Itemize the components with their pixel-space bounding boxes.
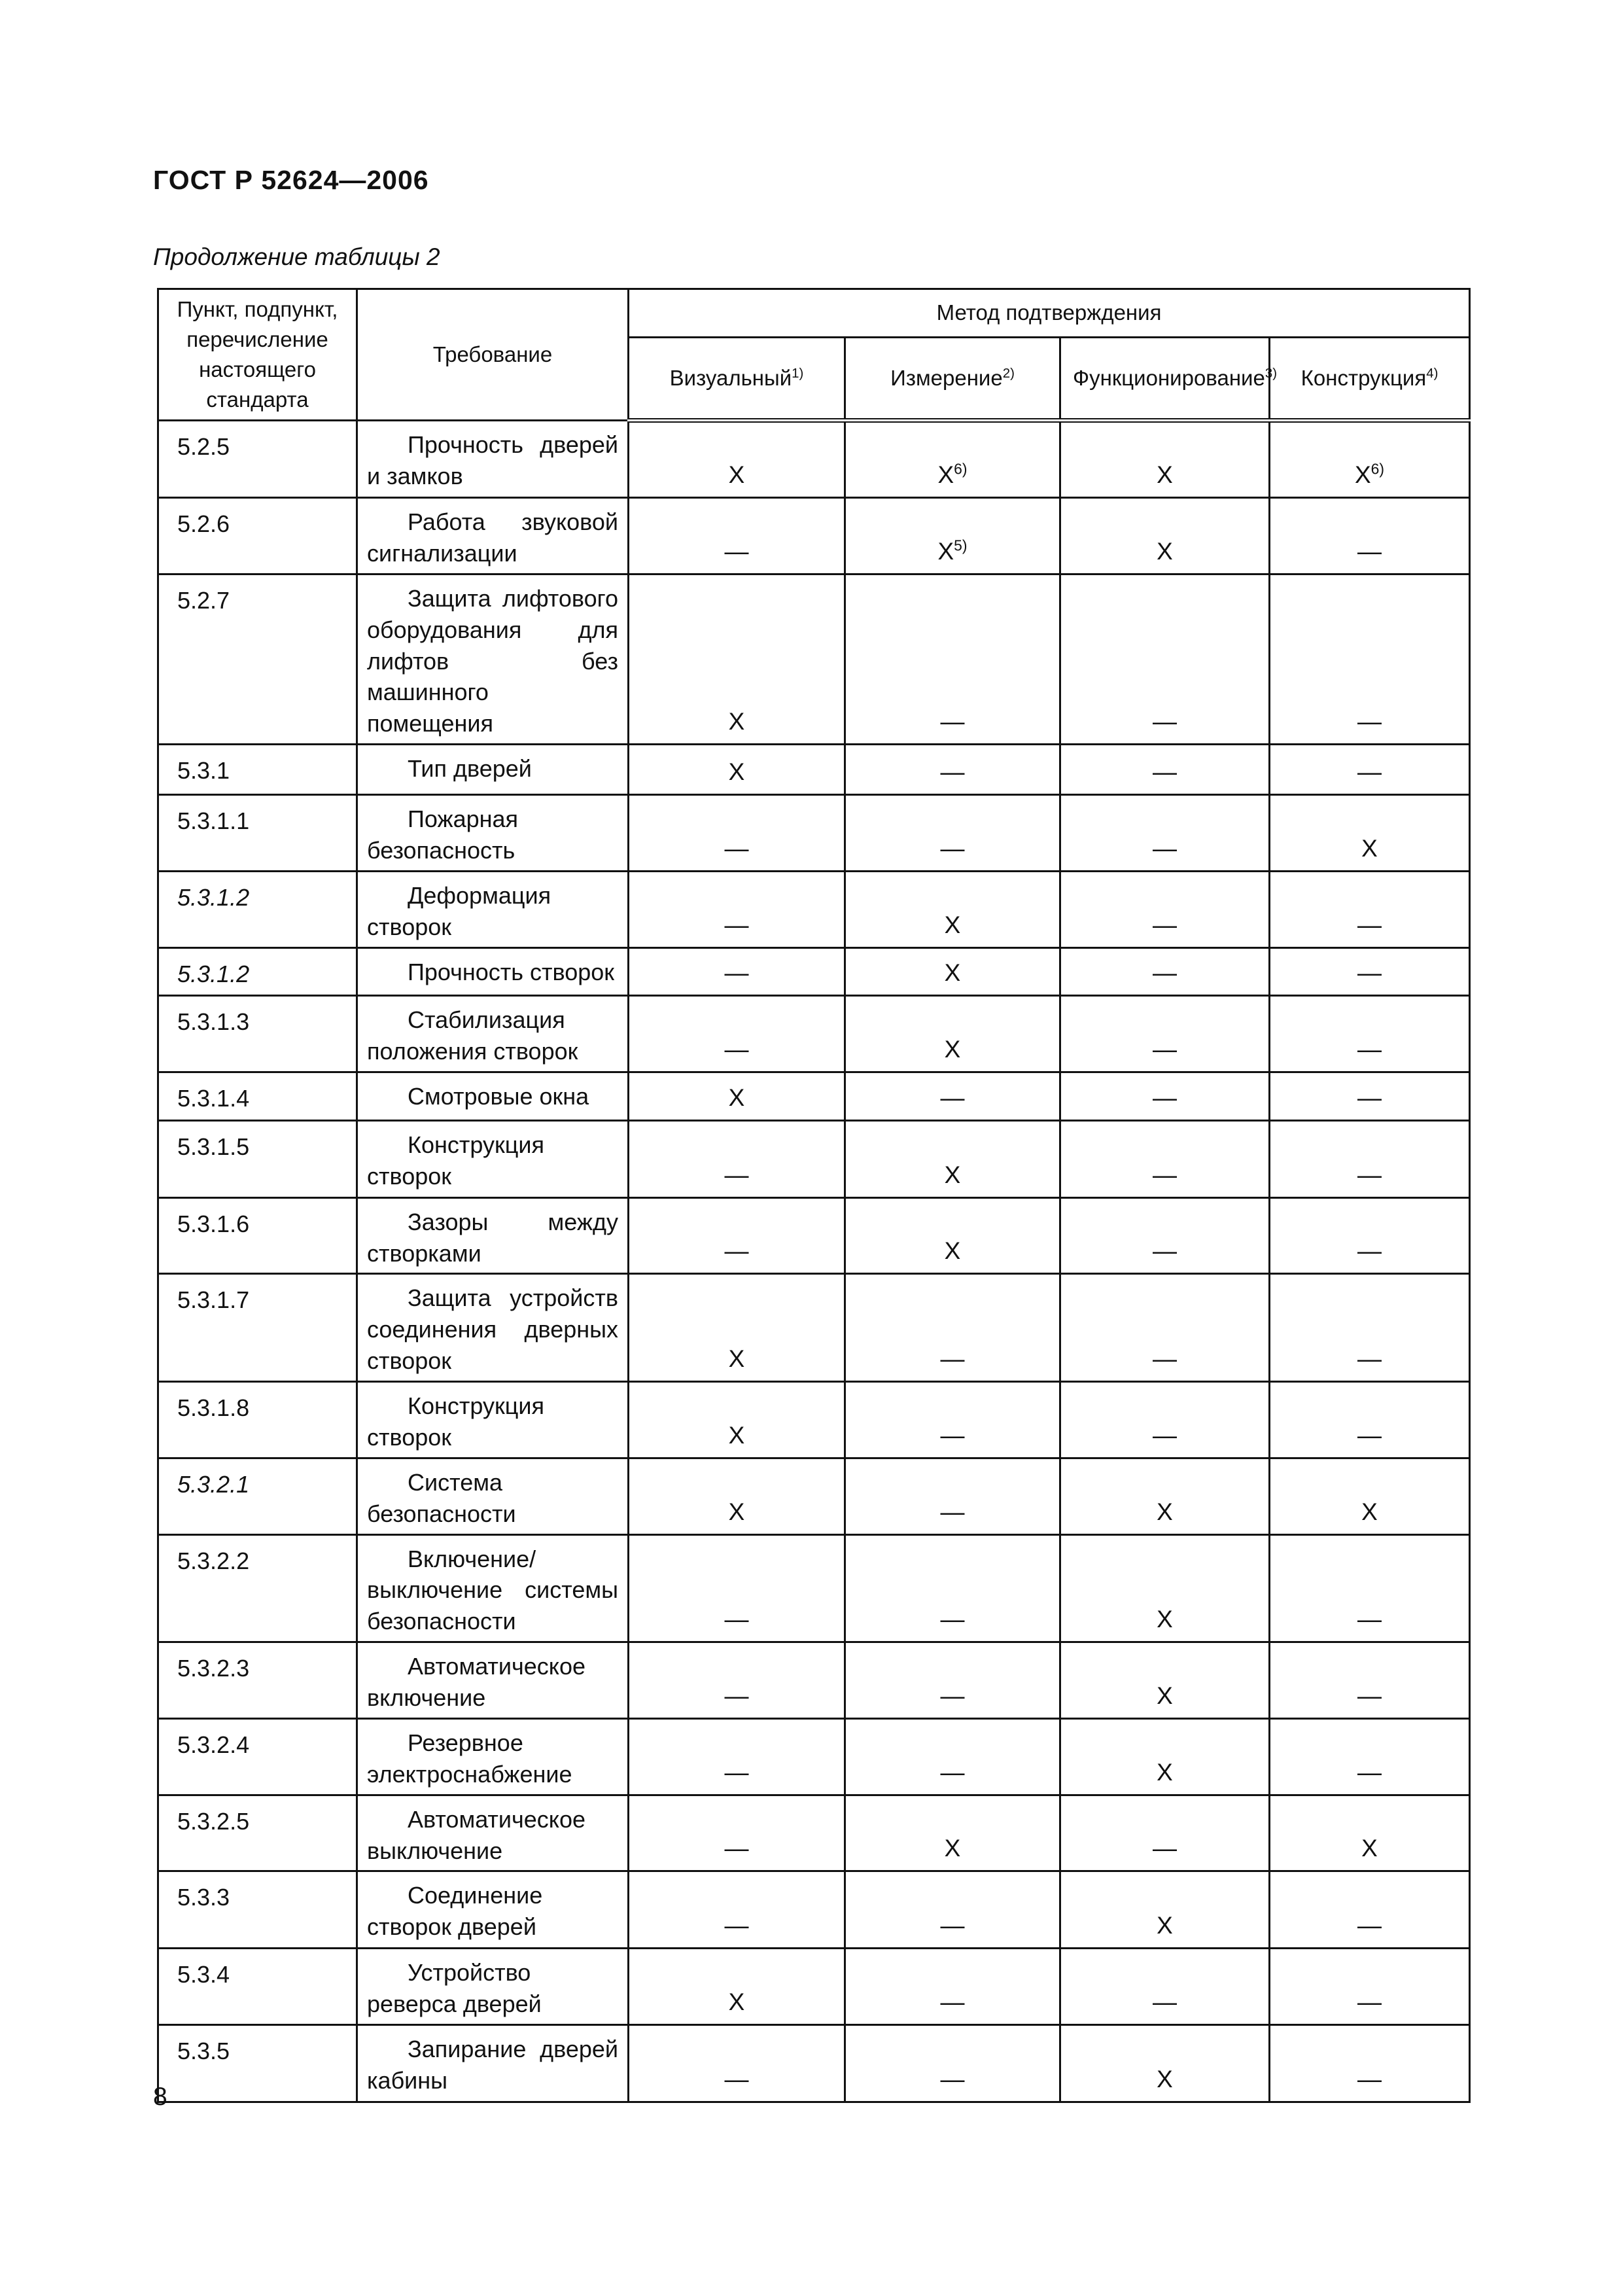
method-mark: — (1357, 1682, 1382, 1709)
method-mark-cell (629, 872, 845, 948)
requirement-cell (357, 1382, 629, 1458)
method-mark: — (940, 2066, 965, 2093)
item-cell: 5.3.2.5 (158, 1795, 357, 1871)
method-mark-cell (845, 795, 1060, 872)
requirement-text: Конструкция створок (367, 1392, 544, 1451)
method-mark-cell (1060, 872, 1270, 948)
footnote-ref: 6) (954, 460, 968, 478)
method-mark: X (1361, 835, 1378, 862)
col-header-measurement: Измерение$^{2)}$ (845, 338, 1060, 421)
requirement-cell (357, 795, 629, 872)
method-mark: — (1153, 1345, 1177, 1372)
method-mark: X (1361, 1498, 1378, 1525)
method-mark-cell (1270, 947, 1470, 995)
method-mark: — (1357, 1161, 1382, 1188)
item-cell: 5.3.1.2 (158, 947, 357, 995)
method-mark: X (944, 1035, 961, 1063)
method-mark-cell (1060, 574, 1270, 744)
col-header-construction: Конструкция$^{4)}$ (1270, 338, 1470, 421)
method-mark-cell (1270, 1072, 1470, 1120)
method-mark: — (724, 1912, 749, 1939)
requirement-text: Работа звуковой сигнализации (367, 508, 618, 567)
method-mark: — (1153, 1421, 1177, 1449)
method-mark-cell (845, 872, 1060, 948)
method-mark: — (1357, 2066, 1382, 2093)
method-mark: X (728, 758, 745, 786)
requirement-cell (357, 1458, 629, 1534)
method-mark: — (1357, 959, 1382, 986)
method-mark-cell (1270, 745, 1470, 795)
table-row (158, 421, 1470, 498)
footnote-ref: 6) (1370, 460, 1385, 478)
table-row (158, 795, 1470, 872)
requirement-cell (357, 1072, 629, 1120)
method-mark-cell (1270, 995, 1470, 1072)
requirement-text: Зазоры между створками (367, 1208, 618, 1267)
method-mark: X (1157, 2066, 1173, 2093)
requirement-text: Система безопасности (367, 1468, 516, 1527)
method-mark-cell (845, 1382, 1060, 1458)
requirement-text: Конструкция створок (367, 1131, 544, 1190)
method-mark-cell (1270, 795, 1470, 872)
method-mark-cell (1060, 1382, 1270, 1458)
method-mark-cell (1060, 1120, 1270, 1197)
table-row (158, 2025, 1470, 2102)
requirement-text: Деформация створок (367, 882, 551, 940)
requirement-text: Резервное электроснабжение (367, 1729, 572, 1788)
requirement-text: Прочность дверей и замков (367, 431, 618, 489)
table-row (158, 1871, 1470, 1949)
method-mark-cell (1060, 1197, 1270, 1274)
method-mark-cell (1060, 947, 1270, 995)
requirement-text: Прочность створок (408, 958, 615, 985)
method-mark: — (940, 1421, 965, 1449)
requirement-cell (357, 1949, 629, 2025)
method-mark: X (944, 959, 961, 986)
method-mark: — (1153, 758, 1177, 786)
method-mark-cell (1270, 2025, 1470, 2102)
method-mark-cell (1270, 1795, 1470, 1871)
document-header: ГОСТ Р 52624—2006 (153, 165, 429, 195)
method-mark-cell (1270, 574, 1470, 744)
table-row (158, 1534, 1470, 1642)
method-mark: — (1153, 911, 1177, 938)
table-row (158, 1718, 1470, 1795)
method-mark-cell (1060, 1642, 1270, 1719)
method-mark: — (940, 708, 965, 735)
method-mark-cell (629, 947, 845, 995)
requirement-text: Соединение створок дверей (367, 1882, 543, 1941)
item-cell: 5.3.2.1 (158, 1458, 357, 1534)
table-row (158, 1795, 1470, 1871)
requirement-text: Запирание дверей кабины (367, 2036, 618, 2094)
method-mark-cell (1060, 995, 1270, 1072)
item-cell: 5.3.2.2 (158, 1534, 357, 1642)
method-mark: X (944, 911, 961, 938)
method-mark-cell (1270, 1718, 1470, 1795)
method-mark: — (1357, 537, 1382, 565)
method-mark: — (724, 1035, 749, 1063)
method-mark: X (1157, 1682, 1173, 1709)
method-mark: — (724, 1682, 749, 1709)
method-mark-cell (1270, 1120, 1470, 1197)
requirement-cell (357, 1274, 629, 1382)
method-mark-cell (1060, 1458, 1270, 1534)
item-cell: 5.3.1.5 (158, 1120, 357, 1197)
requirement-text: Тип дверей (408, 755, 532, 783)
table-row (158, 1458, 1470, 1534)
method-mark-cell (845, 995, 1060, 1072)
method-mark-cell (845, 1458, 1060, 1534)
method-mark-cell (1270, 1949, 1470, 2025)
method-mark-cell (629, 795, 845, 872)
method-mark: — (724, 835, 749, 862)
requirement-text: Автоматическое включение (367, 1653, 586, 1711)
method-mark: — (1357, 1988, 1382, 2016)
requirement-text: Пожарная безопасность (367, 805, 519, 864)
method-mark: — (940, 1912, 965, 1939)
method-mark-cell (1270, 1642, 1470, 1719)
method-mark-cell (1270, 421, 1470, 498)
item-cell: 5.3.1.7 (158, 1274, 357, 1382)
method-mark-cell (845, 1274, 1060, 1382)
method-mark-cell (845, 1120, 1060, 1197)
method-mark-cell (629, 1072, 845, 1120)
method-mark-cell (845, 947, 1060, 995)
col-header-method: Метод подтверждения (629, 289, 1470, 338)
method-mark-cell (1270, 1534, 1470, 1642)
method-mark-cell (1060, 1072, 1270, 1120)
method-mark-cell (629, 1120, 845, 1197)
method-mark: — (1153, 708, 1177, 735)
method-mark: — (724, 1161, 749, 1188)
method-mark-cell (845, 498, 1060, 574)
method-mark: — (724, 1237, 749, 1265)
method-mark-cell (1060, 745, 1270, 795)
method-mark: — (1357, 1606, 1382, 1633)
method-mark-cell (845, 1534, 1060, 1642)
requirement-cell (357, 1871, 629, 1949)
item-cell: 5.2.7 (158, 574, 357, 744)
method-mark: X (728, 1345, 745, 1372)
method-mark-cell (629, 1458, 845, 1534)
method-mark: — (940, 1084, 965, 1111)
requirement-text: Защита устройств соединения дверных створок (367, 1284, 618, 1375)
requirement-text: Стабилизация положения створок (367, 1006, 578, 1065)
method-mark: — (1357, 758, 1382, 786)
method-mark-cell (629, 498, 845, 574)
method-mark-cell (629, 1642, 845, 1719)
method-mark: X (1157, 1606, 1173, 1633)
method-mark: X (1157, 1498, 1173, 1525)
item-cell: 5.3.3 (158, 1871, 357, 1949)
verification-table (157, 288, 1471, 2103)
method-mark: X (937, 461, 954, 488)
method-mark: X (937, 537, 954, 565)
item-cell: 5.3.1 (158, 745, 357, 795)
table-caption: Продолжение таблицы 2 (153, 243, 440, 270)
page-number: 8 (153, 2083, 167, 2111)
method-mark: — (724, 1835, 749, 1862)
method-mark: X (944, 1835, 961, 1862)
requirement-text: Автоматическое выключение (367, 1805, 586, 1864)
method-mark: X (1157, 1758, 1173, 1786)
table-row (158, 872, 1470, 948)
method-mark: — (1357, 1912, 1382, 1939)
requirement-cell (357, 1795, 629, 1871)
method-mark: X (728, 1421, 745, 1449)
item-cell: 5.3.4 (158, 1949, 357, 2025)
requirement-text: Устройство реверса дверей (367, 1959, 542, 2018)
method-mark: — (1357, 1035, 1382, 1063)
requirement-cell (357, 1718, 629, 1795)
method-mark-cell (845, 1795, 1060, 1871)
method-mark-cell (629, 1197, 845, 1274)
col-header-requirement: Требование (357, 289, 629, 421)
requirement-cell (357, 872, 629, 948)
table-row (158, 1274, 1470, 1382)
method-mark-cell (845, 745, 1060, 795)
method-mark: — (1357, 1758, 1382, 1786)
table-row (158, 1072, 1470, 1120)
method-mark-cell (845, 1871, 1060, 1949)
requirement-cell (357, 1120, 629, 1197)
method-mark: X (1157, 537, 1173, 565)
method-mark-cell (629, 1949, 845, 2025)
method-mark-cell (1270, 872, 1470, 948)
method-mark: — (724, 1758, 749, 1786)
method-mark: — (724, 1606, 749, 1633)
method-mark: — (940, 1498, 965, 1525)
table-row (158, 1642, 1470, 1719)
table-row (158, 745, 1470, 795)
col-header-item: Пункт, подпункт, перечисление настоящего стандарта (158, 289, 357, 421)
method-mark: — (940, 1606, 965, 1633)
requirement-cell (357, 574, 629, 744)
method-mark-cell (1270, 1197, 1470, 1274)
method-mark: — (1357, 708, 1382, 735)
item-cell: 5.2.6 (158, 498, 357, 574)
method-mark: — (1357, 911, 1382, 938)
method-mark-cell (1060, 498, 1270, 574)
method-mark-cell (1270, 498, 1470, 574)
method-mark-cell (1060, 2025, 1270, 2102)
footnote-ref: 5) (954, 537, 968, 554)
method-mark: X (1157, 461, 1173, 488)
method-mark: — (1357, 1237, 1382, 1265)
requirement-text: Защита лифтового оборудования для лифтов без машинного помещения (367, 584, 618, 737)
item-cell: 5.3.2.4 (158, 1718, 357, 1795)
method-mark-cell (845, 421, 1060, 498)
method-mark: X (728, 1988, 745, 2016)
table-row (158, 947, 1470, 995)
method-mark-cell (845, 1642, 1060, 1719)
item-cell: 5.3.1.6 (158, 1197, 357, 1274)
table-row (158, 1949, 1470, 2025)
method-mark-cell (1270, 1871, 1470, 1949)
method-mark: — (1153, 835, 1177, 862)
method-mark-cell (629, 1795, 845, 1871)
method-mark: — (940, 758, 965, 786)
table-row (158, 1120, 1470, 1197)
method-mark-cell (629, 1718, 845, 1795)
method-mark: — (1153, 1161, 1177, 1188)
table-row (158, 1197, 1470, 1274)
method-mark: — (1153, 1237, 1177, 1265)
method-mark: X (1354, 461, 1371, 488)
requirement-cell (357, 1197, 629, 1274)
method-mark: — (940, 835, 965, 862)
method-mark-cell (629, 1871, 845, 1949)
method-mark: — (940, 1682, 965, 1709)
method-mark: — (940, 1988, 965, 2016)
method-mark-cell (1060, 421, 1270, 498)
method-mark: — (1357, 1084, 1382, 1111)
method-mark: X (728, 1084, 745, 1111)
item-cell: 5.3.1.2 (158, 872, 357, 948)
col-header-functioning: Функционирование$^{3)}$ (1060, 338, 1270, 421)
method-mark: — (1357, 1421, 1382, 1449)
method-mark: — (1357, 1345, 1382, 1372)
table-row (158, 995, 1470, 1072)
method-mark-cell (845, 1072, 1060, 1120)
method-mark: X (944, 1237, 961, 1265)
requirement-cell (357, 421, 629, 498)
method-mark-cell (629, 1274, 845, 1382)
method-mark-cell (845, 1949, 1060, 2025)
method-mark: X (728, 708, 745, 735)
method-mark: X (1157, 1912, 1173, 1939)
table-row (158, 574, 1470, 744)
method-mark: — (724, 537, 749, 565)
method-mark-cell (1060, 1534, 1270, 1642)
method-mark: — (724, 911, 749, 938)
method-mark-cell (845, 574, 1060, 744)
table-row (158, 1382, 1470, 1458)
method-mark-cell (1270, 1458, 1470, 1534)
item-cell: 5.3.1.3 (158, 995, 357, 1072)
method-mark: X (728, 1498, 745, 1525)
method-mark: — (1153, 1988, 1177, 2016)
method-mark-cell (629, 745, 845, 795)
method-mark-cell (1060, 1795, 1270, 1871)
requirement-cell (357, 1642, 629, 1719)
table-row (158, 498, 1470, 574)
item-cell: 5.3.1.1 (158, 795, 357, 872)
method-mark-cell (629, 1382, 845, 1458)
method-mark-cell (1060, 1718, 1270, 1795)
item-cell: 5.3.2.3 (158, 1642, 357, 1719)
method-mark: X (1361, 1835, 1378, 1862)
method-mark-cell (629, 2025, 845, 2102)
requirement-text: Включение/выключение системы безопасности (367, 1545, 618, 1635)
method-mark-cell (845, 1718, 1060, 1795)
method-mark: — (1153, 1084, 1177, 1111)
method-mark-cell (629, 574, 845, 744)
method-mark: — (724, 959, 749, 986)
requirement-cell (357, 1534, 629, 1642)
method-mark-cell (629, 421, 845, 498)
item-cell: 5.2.5 (158, 421, 357, 498)
method-mark-cell (1060, 1871, 1270, 1949)
method-mark: — (1153, 959, 1177, 986)
item-cell: 5.3.1.4 (158, 1072, 357, 1120)
requirement-cell (357, 995, 629, 1072)
method-mark-cell (1270, 1274, 1470, 1382)
method-mark-cell (1060, 795, 1270, 872)
method-mark: — (724, 2066, 749, 2093)
item-cell: 5.3.5 (158, 2025, 357, 2102)
requirement-cell (357, 745, 629, 795)
requirement-cell (357, 947, 629, 995)
method-mark: X (944, 1161, 961, 1188)
method-mark: — (1153, 1835, 1177, 1862)
col-header-visual: Визуальный$^{1)}$ (629, 338, 845, 421)
item-cell: 5.3.1.8 (158, 1382, 357, 1458)
method-mark: — (940, 1758, 965, 1786)
method-mark-cell (629, 995, 845, 1072)
method-mark-cell (845, 1197, 1060, 1274)
method-mark: — (1153, 1035, 1177, 1063)
method-mark-cell (629, 1534, 845, 1642)
method-mark-cell (845, 2025, 1060, 2102)
method-mark-cell (1060, 1949, 1270, 2025)
method-mark: — (940, 1345, 965, 1372)
requirement-text: Смотровые окна (408, 1082, 589, 1110)
requirement-cell (357, 498, 629, 574)
method-mark: X (728, 461, 745, 488)
method-mark-cell (1270, 1382, 1470, 1458)
requirement-cell (357, 2025, 629, 2102)
method-mark-cell (1060, 1274, 1270, 1382)
